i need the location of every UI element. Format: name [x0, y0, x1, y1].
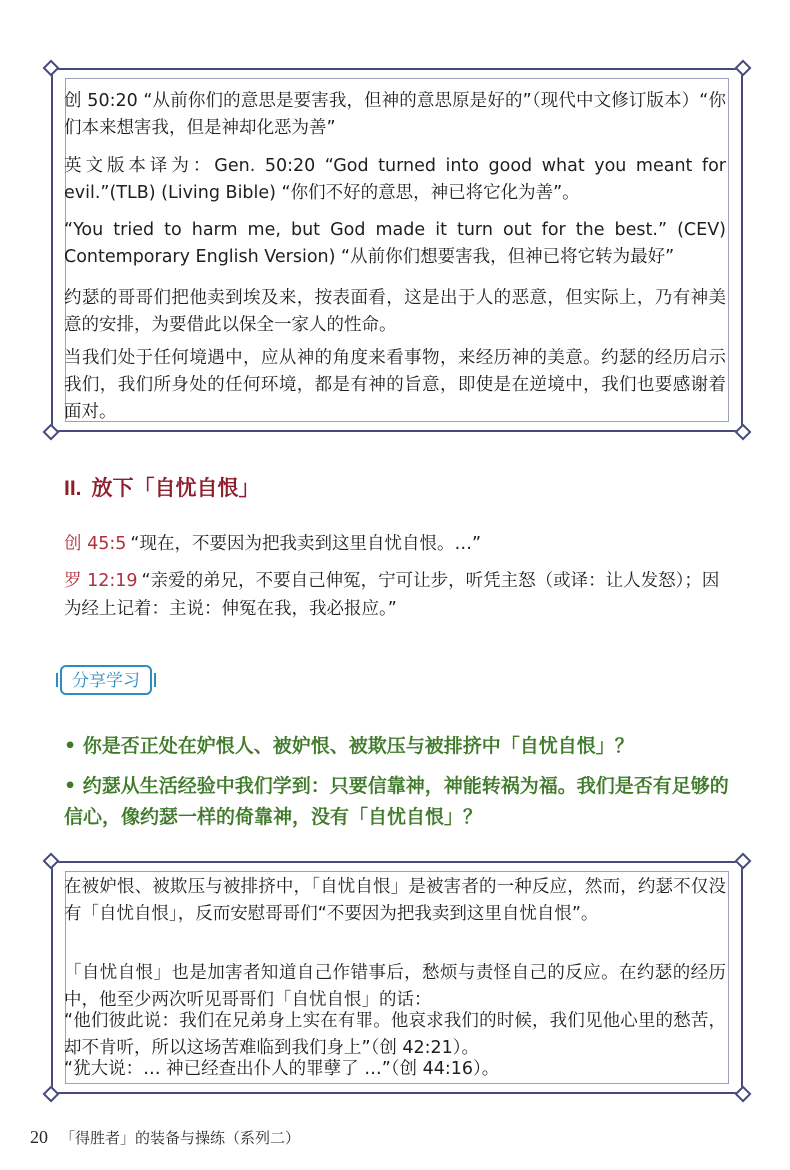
verse-text: “现在，不要因为把我卖到这里自忧自恨。…”: [130, 534, 482, 554]
frame-corner-ornament: [43, 853, 60, 870]
box1-paragraph-2: 英文版本译为：Gen. 50:20 “God turned into good what you meant for evil.”(TLB) (Living Bible) “你们不好的意思，神已将它化为善”。: [64, 156, 726, 203]
section-number: II.: [64, 477, 82, 500]
verse-romans: [64, 567, 736, 623]
verse-text: “亲爱的弟兄，不要自己伸冤，宁可让步，听凭主怒（或译：让人发怒）；因为经上记着：主说：伸冤在我，我必报应。”: [64, 571, 720, 619]
box2-paragraph-2: 「自忧自恨」也是加害者知道自己作错事后，愁烦与责怪自己的反应。在约瑟的经历中，他至少两次听见哥哥们「自忧自恨」的话：: [64, 963, 726, 1010]
verse-reference: 罗 12:19: [64, 571, 138, 591]
box2-quote-2: “犹大说：… 神已经查出仆人的罪孽了 …”（创 44:16）。: [64, 1059, 500, 1079]
frame-corner-ornament: [735, 424, 752, 441]
frame-corner-ornament: [735, 1086, 752, 1103]
frame-corner-ornament: [735, 60, 752, 77]
frame-corner-ornament: [43, 424, 60, 441]
verse-reference: 创 45:5: [64, 534, 127, 554]
page-number: 20: [30, 1127, 48, 1147]
box1-paragraph-5: 当我们处于任何境遇中，应从神的角度来看事物，来经历神的美意。约瑟的经历启示我们，我们所身处的任何环境，都是有神的旨意，即使是在逆境中，我们也要感谢着面对。: [64, 348, 726, 422]
verse-genesis: [64, 530, 736, 558]
box2-quote-1: “他们彼此说：我们在兄弟身上实在有罪。他哀求我们的时候，我们见他心里的愁苦，却不肯听，所以这场苦难临到我们身上”（创 42:21）。: [64, 1011, 726, 1058]
discussion-question-2: • 约瑟从生活经验中我们学到：只要信靠神，神能转祸为福。我们是否有足够的信心，像约瑟一样的倚靠神，没有「自忧自恨」？: [64, 775, 729, 828]
box1-paragraph-4: 约瑟的哥哥们把他卖到埃及来，按表面看，这是出于人的恶意，但实际上，乃有神美意的安排，为要借此以保全一家人的性命。: [64, 288, 726, 335]
box1-paragraph-3: “You tried to harm me, but God made it turn out for the best.” (CEV) Contemporary English Version) “从前你们想要害我，但神已将它转为最好”: [64, 220, 726, 267]
box1-paragraph-1: 创 50:20 “从前你们的意思是要害我，但神的意思原是好的”（现代中文修订版本）“你们本来想害我，但是神却化恶为善”: [64, 91, 726, 138]
page-footer: [30, 1127, 300, 1148]
frame-corner-ornament: [43, 60, 60, 77]
section-heading: [64, 472, 260, 502]
share-study-tag: 分享学习: [60, 665, 152, 695]
section-title: 放下「自忧自恨」: [91, 476, 260, 500]
frame-corner-ornament: [43, 1086, 60, 1103]
box2-paragraph-1: 在被妒恨、被欺压与被排挤中，「自忧自恨」是被害者的一种反应，然而，约瑟不仅没有「自忧自恨」，反而安慰哥哥们“不要因为把我卖到这里自忧自恨”。: [64, 877, 726, 924]
frame-corner-ornament: [735, 853, 752, 870]
discussion-question-1: • 你是否正处在妒恨人、被妒恨、被欺压与被排挤中「自忧自恨」？: [64, 735, 634, 757]
book-title: 「得胜者」的装备与操练（系列二）: [60, 1129, 301, 1147]
